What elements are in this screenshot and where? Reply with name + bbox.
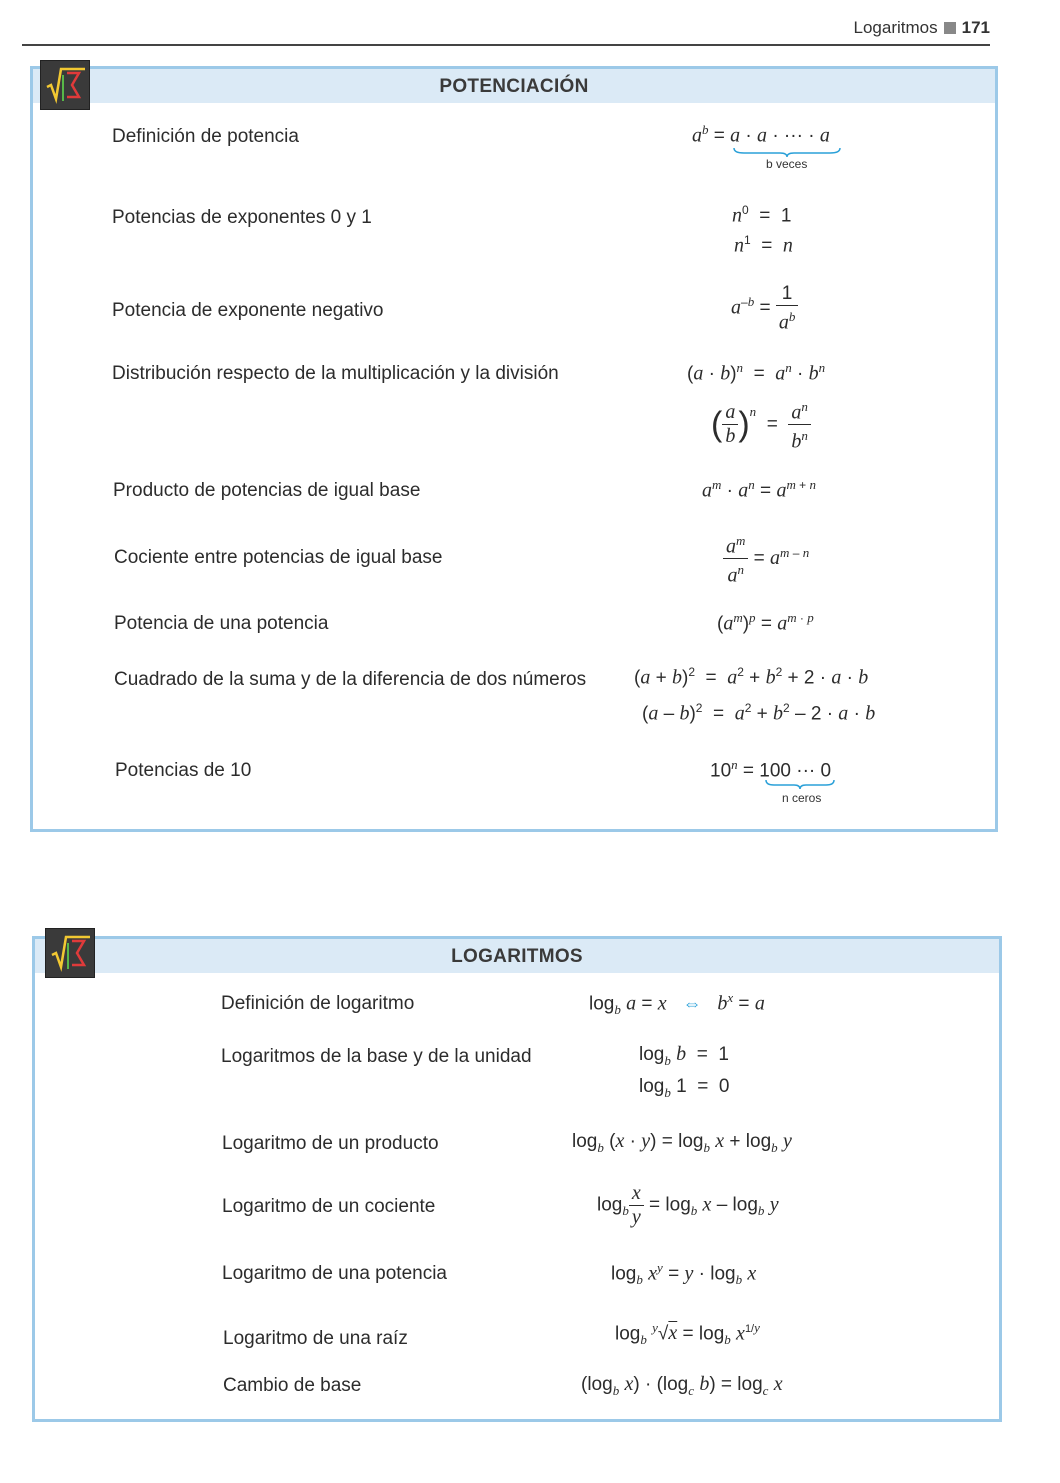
formula-cambio-base: ($\log_b$ $x) \cdot (\log_c$ $b) = \log_c x$ [581,1373,783,1398]
double-arrow-icon: ⇔ [682,993,702,1015]
label-logaritmo-cociente: Logaritmo de un cociente [222,1196,436,1217]
page-number: 171 [961,18,990,37]
formula-exponente-0: $n^0 = 1$ [732,203,792,227]
label-definicion-potencia: Definición de potencia [112,126,299,147]
note-b-veces: b veces [766,157,808,171]
label-potencia-de-potencia: Potencia de una potencia [114,613,329,634]
sqrt-sigma-logo-icon [40,60,90,110]
note-n-ceros: n ceros [782,791,822,805]
formula-potencia-de-potencia: $(a^m)^p = a^{m \cdot p}$ [717,610,814,635]
formula-definicion-potencia: $a^b = a \cdot a$ · ··· · a [692,122,830,147]
label-logaritmo-producto: Logaritmo de un producto [222,1133,439,1154]
formula-producto-potencias: $a^m \cdot a^n = a^{m + n}$ [702,477,817,502]
label-exponente-negativo: Potencia de exponente negativo [112,300,384,321]
formula-log-raiz: $\log_b ^y√x = \log_b x^{1/y}$ [615,1320,760,1348]
logaritmos-box [32,936,1002,1422]
formula-exponente-1: $n^1 = n$ [734,233,793,257]
header-section: Logaritmos [853,18,938,37]
page-header [854,18,990,38]
label-definicion-logaritmo: Definición de logaritmo [221,993,415,1014]
logaritmos-title: LOGARITMOS [35,939,999,973]
formula-exponente-negativo: $a^{-b}$ = $\frac{1}{a^b}$ [731,283,798,334]
formula-log-producto: $\log_b (x \cdot y) = \log_b x + \log_b y$ [572,1130,792,1155]
formula-potencias-de-10: $10^n = 100$ ··· 0 [710,757,832,782]
label-cociente-potencias: Cociente entre potencias de igual base [114,547,443,568]
formula-cociente-potencias: $\frac{a^m}{a^n}$ = $a^{m - n}$ [723,530,809,588]
formula-distribucion-division: ( $\frac{a}{b}$ )$^n$ = $\frac{a^n}{b^n}$ [711,396,811,454]
sqrt-sigma-logo-icon [45,928,95,978]
label-logaritmo-raiz: Logaritmo de una raíz [223,1328,408,1349]
label-potencias-de-10: Potencias de 10 [115,760,252,781]
formula-log-potencia: $\log_b x^y = y \cdot \log_b x$ [611,1260,757,1288]
formula-definicion-logaritmo: $\log_b a = x$ ⇔ $b^x = a$ [589,990,765,1018]
formula-distribucion-producto: $(a \cdot b)^n = a^n \cdot b^n$ [687,360,826,385]
brace-n-ceros [764,778,836,790]
label-cambio-base: Cambio de base [223,1375,362,1396]
formula-cuadrado-diferencia: $(a - b)^2 = a^2 + b^2 - 2 \cdot a \cdot b$ [642,701,876,725]
label-producto-potencias: Producto de potencias de igual base [113,480,421,501]
potenciacion-title: POTENCIACIÓN [33,69,995,103]
header-divider [22,44,990,46]
label-cuadrado-suma-diferencia: Cuadrado de la suma y de la diferencia de dos números [114,669,587,690]
label-exponentes-0-1: Potencias de exponentes 0 y 1 [112,207,372,228]
formula-cuadrado-suma: $(a + b)^2 = a^2 + b^2 + 2 \cdot a \cdot b$ [634,665,869,689]
formula-log-cociente: $\log_b$ $\frac{x}{y}$ = $\log_b x - \log_b y$ [597,1182,779,1228]
formula-log-base: $\log_b b = 1$ [639,1043,729,1068]
label-distribucion: Distribución respecto de la multiplicación y la división [112,363,559,384]
formula-log-unidad: $\log_b 1 = 0$ [639,1076,730,1100]
label-logaritmo-potencia: Logaritmo de una potencia [222,1263,447,1284]
label-base-unidad: Logaritmos de la base y de la unidad [221,1046,532,1067]
square-bullet-icon [944,22,956,34]
